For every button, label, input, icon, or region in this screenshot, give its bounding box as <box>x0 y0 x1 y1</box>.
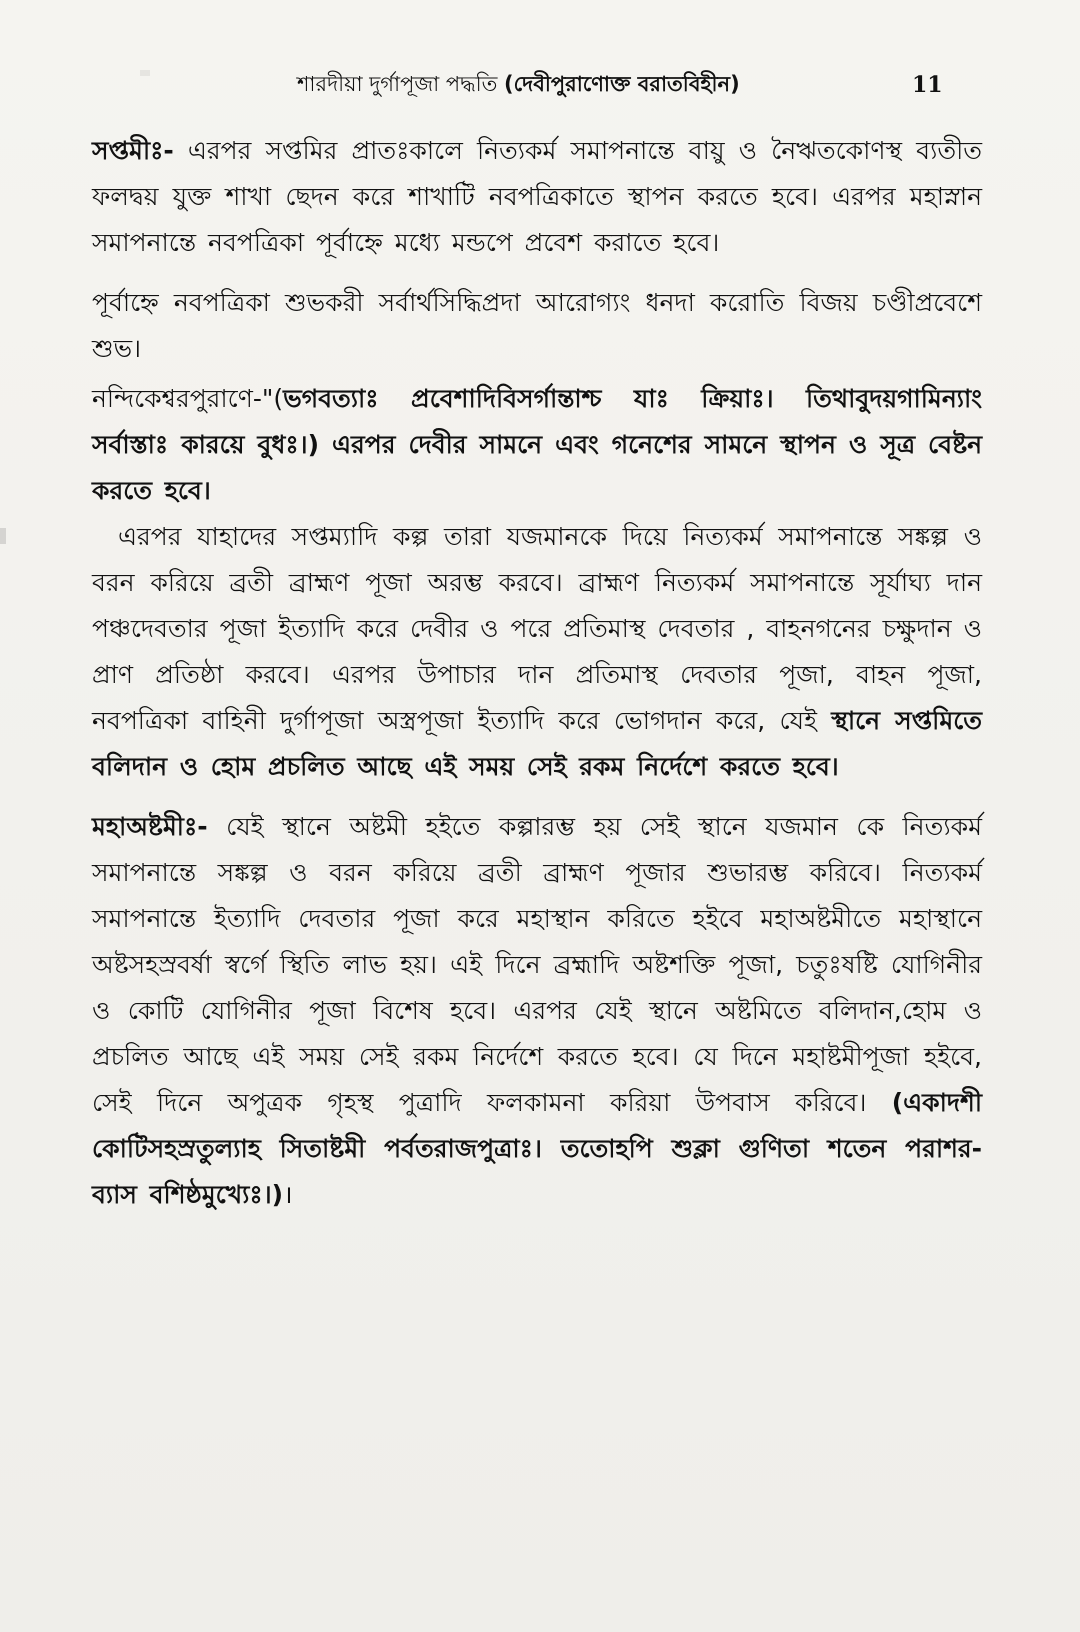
paragraph-bold-text: ভগবত্যাঃ প্রবেশাদিবিসর্গান্তাশ্চ যাঃ ক্রিয়াঃ। তিথাবুদয়গামিন্যাং সর্বাস্তাঃ কারয়ে বুধঃ।) এরপর দেবীর সামনে এবং গনেশের সামনে স্থাপন ও সূত্র বেষ্টন করতে হবে। <box>92 384 982 505</box>
paragraph-navapatrika <box>92 280 982 372</box>
paragraph-bold-text: স্থানে সপ্তমিতে বলিদান ও হোম প্রচলিত আছে এই সময় সেই রকম নির্দেশে করতে হবে। <box>92 706 983 781</box>
running-header <box>0 68 1080 108</box>
paragraph-mahashtami <box>92 804 982 1218</box>
paragraph-text: যেই স্থানে অষ্টমী হইতে কল্পারম্ভ হয় সেই স্থানে যজমান কে নিত্যকর্ম সমাপনান্তে সঙ্কল্প ও বরন করিয়ে ব্রতী ব্রাহ্মণ পূজার শুভারম্ভ করিবে। নিত্যকর্ম সমাপনান্তে ইত্যাদি দেবতার পূজা করে মহাস্থান করিতে হইবে মহাঅষ্টমীতে মহাস্থানে অষ্টসহস্রবর্ষা স্বর্গে স্থিতি লাভ হয়। এই দিনে ব্রহ্মাদি অষ্টশক্তি পূজা, চতুঃষষ্টি যোগিনীর ও কোটি যোগিনীর পূজা বিশেষ হবে। এরপর যেই স্থানে অষ্টমিতে বলিদান,হোম ও প্রচলিত আছে এই সময় সেই রকম নির্দেশে করতে হবে। যে দিনে মহাষ্টমীপূজা হইবে, সেই দিনে অপুত্রক গৃহস্থ পুত্রাদি ফলকামনা করিয়া উপবাস করিবে। <box>92 812 982 1117</box>
book-title: শারদীয়া দুর্গাপূজা পদ্ধতি <box>297 72 498 96</box>
page-edge-mark <box>0 528 6 544</box>
paragraph-bold-text: (একাদশী কোটিসহস্রতুল্যাহ সিতাষ্টমী পর্বতরাজপুত্রাঃ। ততোহপি শুক্লা গুণিতা শতেন পরাশর-ব্যাস বশিষ্ঠমুখ্যেঃ।) <box>92 1088 982 1209</box>
running-title <box>297 68 740 103</box>
paragraph-text: এরপর সপ্তমির প্রাতঃকালে নিত্যকর্ম সমাপনান্তে বায়ু ও নৈঋতকোণস্থ ব্যতীত ফলদ্বয় যুক্ত শাখা ছেদন করে শাখাটি নবপত্রিকাতে স্থাপন করতে হবে। এরপর মহাস্নান সমাপনান্তে নবপত্রিকা পূর্বাহ্নে মধ্যে মন্ডপে প্রবেশ করাতে হবে। <box>92 136 982 257</box>
paragraph-nandikeshwar <box>92 376 982 514</box>
section-heading-saptami: সপ্তমীঃ- <box>92 136 174 165</box>
paragraph-text: নন্দিকেশ্বরপুরাণে-"( <box>92 384 284 413</box>
body-text <box>92 128 982 1218</box>
paragraph-text: এরপর যাহাদের সপ্তম্যাদি কল্প তারা যজমানকে দিয়ে নিত্যকর্ম সমাপনান্তে সঙ্কল্প ও বরন করিয়ে ব্রতী ব্রাহ্মণ পূজা অরম্ভ করবে। ব্রাহ্মণ নিত্যকর্ম সমাপনান্তে সূর্যাঘ্য দান পঞ্চদেবতার পূজা ইত্যাদি করে দেবীর ও পরে প্রতিমাস্থ দেবতার , বাহনগনের চক্ষুদান ও প্রাণ প্রতিষ্ঠা করবে। এরপর উপাচার দান প্রতিমাস্থ দেবতার পূজা, বাহন পূজা, নবপত্রিকা বাহিনী দুর্গাপূজা অস্ত্রপূজা ইত্যাদি করে ভোগদান করে, যেই <box>92 522 982 735</box>
paragraph-saptami <box>92 128 982 266</box>
paragraph-text: পূর্বাহ্নে নবপত্রিকা শুভকরী সর্বার্থসিদ্ধিপ্রদা আরোগ্যং ধনদা করোতি বিজয় চণ্ডীপ্রবেশে শুভ। <box>92 288 982 363</box>
paragraph-saptamyadi <box>92 514 982 790</box>
paragraph-tail: । <box>283 1180 293 1209</box>
page-number: 11 <box>912 72 943 98</box>
section-heading-mahashtami: মহাঅষ্টমীঃ- <box>92 812 208 841</box>
book-subtitle: (দেবীপুরাণোক্ত বরাতবিহীন) <box>504 72 740 96</box>
